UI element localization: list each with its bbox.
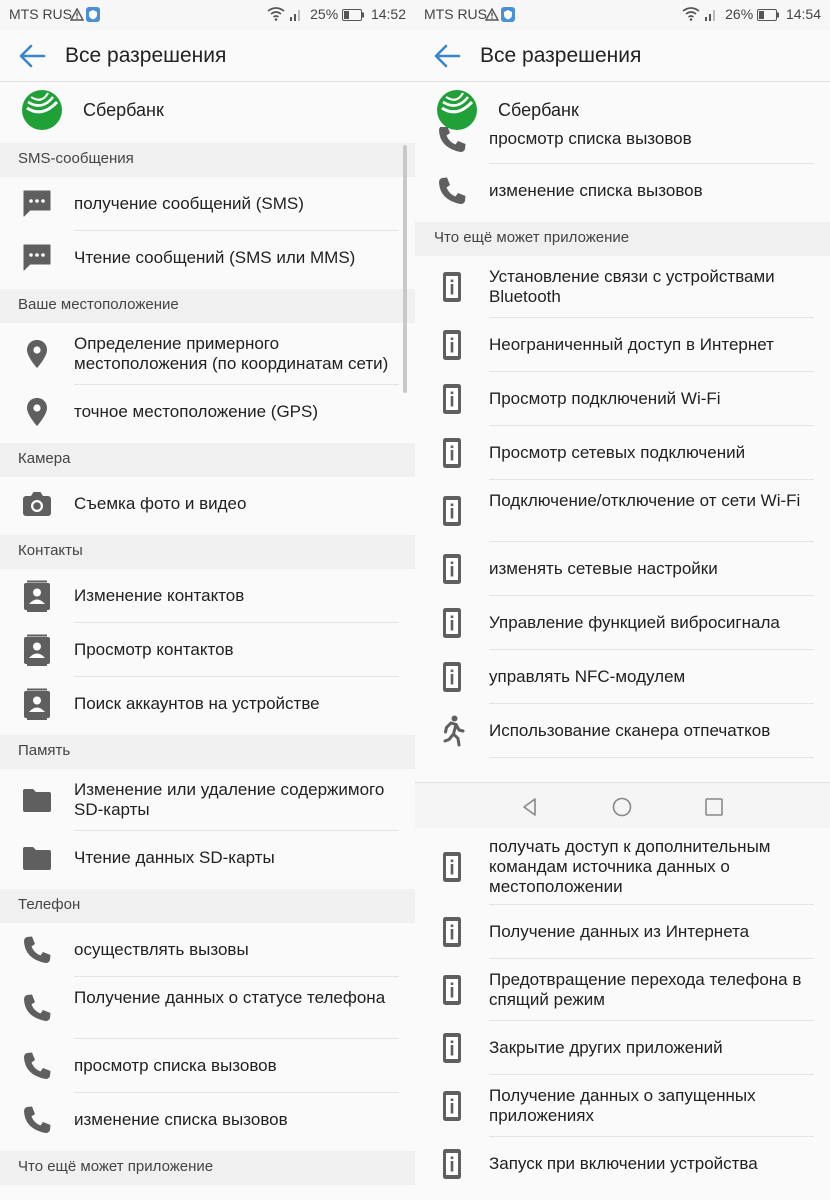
app-header [415,83,830,127]
device-info-icon [435,552,469,586]
section-header [0,289,415,323]
permission-row[interactable] [415,1021,830,1075]
device-info-icon [435,328,469,362]
status-bar [415,0,830,30]
sberbank-logo-icon [20,88,64,132]
permission-label: Чтение данных SD-карты [74,848,275,867]
permission-label: Предотвращение перехода телефона в спящий режим [489,970,802,1009]
section-header [0,889,415,923]
permission-label: Использование сканера отпечатков [489,721,771,740]
device-info-icon [435,1089,469,1123]
section-header [0,535,415,569]
permission-row[interactable] [0,769,415,831]
permission-label: Поиск аккаунтов на устройстве [74,694,320,713]
permission-label: Установление связи с устройствами Bluetooth [489,267,775,306]
section-title: Память [18,742,71,759]
permission-row[interactable] [415,704,830,758]
device-info-icon [435,606,469,640]
app-name: Сбербанк [498,100,579,120]
permission-row[interactable] [0,569,415,623]
permission-label: осуществлять вызовы [74,940,249,959]
permission-row[interactable] [415,596,830,650]
status-bar [0,0,415,30]
permission-label: Изменение контактов [74,586,245,605]
page-title: Все разрешения [65,44,227,67]
contacts-icon [20,579,54,613]
permission-label: Съемка фото и видео [74,494,247,513]
permission-row[interactable] [415,1075,830,1137]
back-nav-icon[interactable] [519,796,541,818]
permission-row[interactable] [0,385,415,439]
permission-label: получение сообщений (SMS) [74,194,304,213]
message-icon [20,241,54,275]
battery-percent: 25% [310,6,339,22]
section-title: Телефон [18,896,81,913]
device-info-icon [435,270,469,304]
contacts-icon [20,687,54,721]
permission-label: Получение данных о запущенных приложениях [489,1086,756,1125]
shield-icon [86,7,100,22]
permission-row[interactable] [415,164,830,218]
clock: 14:54 [785,6,821,22]
permission-row[interactable] [415,650,830,704]
device-info-icon [435,973,469,1007]
battery-icon [757,9,779,21]
permission-row[interactable] [0,1093,415,1147]
permission-label: просмотр списка вызовов [74,1056,277,1075]
section-title: Ваше местоположение [18,296,179,313]
recents-nav-icon[interactable] [703,796,725,818]
permission-label: Просмотр сетевых подключений [489,443,746,462]
device-info-icon [435,660,469,694]
phone-icon [20,991,54,1025]
section-title: Камера [18,450,71,467]
back-arrow-icon[interactable] [18,42,46,70]
permission-label: Управление функцией вибросигнала [489,613,780,632]
permission-label: изменять сетевые настройки [489,559,718,578]
camera-icon [20,487,54,521]
permission-row[interactable] [415,318,830,372]
section-title: Что ещё может приложение [434,229,630,246]
permission-row[interactable] [415,542,830,596]
sberbank-logo-icon [435,88,479,132]
wifi-icon [267,7,285,21]
device-info-icon [435,436,469,470]
app-name: Сбербанк [83,100,164,120]
device-info-icon [435,1031,469,1065]
section-header [0,443,415,477]
section-header [415,222,830,256]
app-header [0,83,415,139]
permission-label: Получение данных из Интернета [489,922,750,941]
permission-label: просмотр списка вызовов [489,129,692,148]
phone-icon [435,174,469,208]
permission-row[interactable] [0,977,415,1039]
permission-row[interactable] [415,1137,830,1191]
permission-row[interactable] [0,677,415,731]
permission-row[interactable] [0,831,415,885]
location-pin-icon [20,337,54,371]
phone-icon [20,1103,54,1137]
home-nav-icon[interactable] [611,796,633,818]
permission-row[interactable] [415,905,830,959]
section-header [0,735,415,769]
permission-row[interactable] [415,959,830,1021]
permission-label: Просмотр контактов [74,640,234,659]
permission-label: получать доступ к дополнительным командам источника данных о местоположении [489,837,771,896]
permission-row[interactable] [0,323,415,385]
signal-icon [289,7,303,21]
permission-label: изменение списка вызовов [74,1110,288,1129]
section-header [0,1151,415,1185]
section-header [0,143,415,177]
permission-label: Получение данных о статусе телефона [74,988,386,1007]
right-screen [415,0,830,1200]
navigation-bar [415,782,830,828]
permission-row[interactable] [415,480,830,542]
section-title: SMS-сообщения [18,150,134,167]
permission-row[interactable] [0,177,415,231]
back-arrow-icon[interactable] [433,42,461,70]
carrier-label: MTS RUS [424,6,487,22]
permission-row[interactable] [0,923,415,977]
battery-icon [342,9,364,21]
shield-icon [501,7,515,22]
app-bar [0,30,415,82]
device-info-icon [435,1147,469,1181]
contacts-icon [20,633,54,667]
permission-row[interactable] [415,372,830,426]
section-title: Что ещё может приложение [18,1158,214,1175]
location-pin-icon [20,395,54,429]
walking-person-icon [435,714,469,748]
message-icon [20,187,54,221]
warning-icon [485,8,499,21]
permission-row[interactable] [415,426,830,480]
permission-label: изменение списка вызовов [489,181,703,200]
permission-label: Закрытие других приложений [489,1038,723,1057]
device-info-icon [435,382,469,416]
permission-label: Чтение сообщений (SMS или MMS) [74,248,356,267]
section-title: Контакты [18,542,83,559]
folder-icon [20,783,54,817]
device-info-icon [435,915,469,949]
carrier-label: MTS RUS [9,6,72,22]
permission-label: управлять NFC-модулем [489,667,686,686]
page-title: Все разрешения [480,44,642,67]
permission-label: Неограниченный доступ в Интернет [489,335,774,354]
warning-icon [70,8,84,21]
device-info-icon [435,494,469,528]
scrollbar[interactable] [403,145,407,393]
battery-percent: 26% [725,6,754,22]
wifi-icon [682,7,700,21]
signal-icon [704,7,718,21]
permission-label: точное местоположение (GPS) [74,402,319,421]
permission-row[interactable] [415,829,830,905]
permission-label: Изменение или удаление содержимого SD-карты [74,780,385,819]
permission-label: Просмотр подключений Wi-Fi [489,389,721,408]
permission-row[interactable] [0,477,415,531]
device-info-icon [435,850,469,884]
phone-icon [20,1049,54,1083]
app-bar [415,30,830,82]
clock: 14:52 [370,6,406,22]
permission-row[interactable] [0,1039,415,1093]
divider [489,757,814,758]
permission-label: Определение примерного местоположения (по координатам сети) [74,334,389,373]
permission-row[interactable] [0,231,415,285]
permission-row[interactable] [415,256,830,318]
phone-icon [20,933,54,967]
permission-label: Подключение/отключение от сети Wi-Fi [489,491,801,510]
folder-icon [20,841,54,875]
permission-label: Запуск при включении устройства [489,1154,758,1173]
permission-row[interactable] [0,623,415,677]
